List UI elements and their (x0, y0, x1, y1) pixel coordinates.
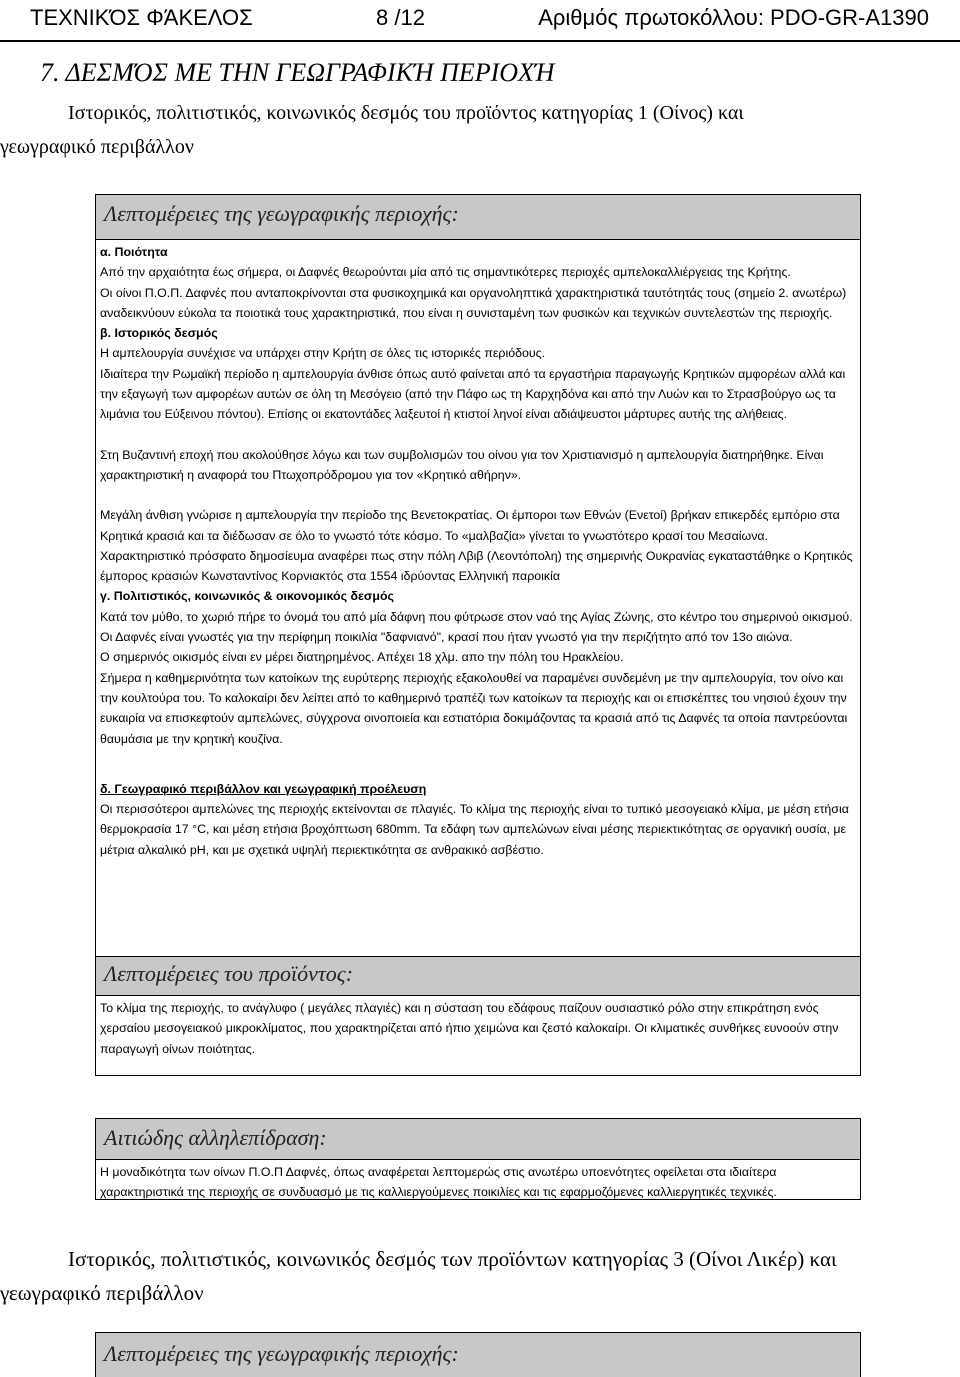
geography-text-1: Οι περισσότεροι αμπελώνες της περιοχής εκτείνονται σε πλαγιές. Το κλίμα της περιοχής είναι το τυπικό μεσογειακό κλίμα, με μέση ετήσια θερμοκρασία 17 °C, και μέση ετήσια βροχόπτωση 680mm. Τα εδάφη των αμπελώνων είναι μέσης περιεκτικότητας σε οργανική ουσία, με μέτρια αλκαλικό pH, και με σχετικά υψηλή περιεκτικότητα σε ανθρακικό ασβέστιο. (100, 802, 849, 857)
quality-text-1: Από την αρχαιότητα έως σήμερα, οι Δαφνές θεωρούνται μία από τις σημαντικότερες περιοχές αμπελοκαλλιέργειας της Κρήτης. (100, 265, 791, 280)
geo-area-heading-2: Λεπτομέρειες της γεωγραφικής περιοχής: (95, 1332, 861, 1377)
quality-text-2: Οι οίνοι Π.Ο.Π. Δαφνές που ανταποκρίνονται στα φυσικοχημικά και οργανοληπτικά χαρακτηριστικά ταυτότητάς τους (σημείο 2. ανωτέρω) αναδεικνύουν εύκολα τα ποιοτικά τους χαρακτηριστικά, που είναι η συνισταμένη των φυσικών και τεχνικών συντελεστών της περιοχής. (100, 285, 847, 320)
history-text-2: Ιδιαίτερα την Ρωμαϊκή περίοδο η αμπελουργία άνθισε όπως αυτό φαίνεται από τα εργαστήρια παραγωγής Κρητικών αμφορέων αλλά και την εξαγωγή των αμφορέων αυτών σε όλη τη Μεσόγειο (από την Πάφο ως τη Καρχηδόνα και από την Λυών και το Στρασβούργο ως τα λιμάνια του Εύξεινου πόντου). Επίσης οι εκατοντάδες λαξευτοί ή κτιστοί ληνοί είναι αδιάψευστοι μάρτυρες αυτής της αλήθειας. (100, 366, 846, 422)
history-text-1: Η αμπελουργία συνέχισε να υπάρχει στην Κρήτη σε όλες τις ιστορικές περιόδους. (100, 346, 546, 361)
product-details-text: Το κλίμα της περιοχής, το ανάγλυφο ( μεγάλες πλαγιές) και η σύσταση του εδάφους παίζουν ουσιαστικό ρόλο στην επικράτηση ενός χερσαίου μεσογειακού μικροκλίματος, που χαρακτηρίζεται από ήπιο χειμώνα και ζεστό καλοκαίρι. Οι κλιματικές συνθήκες ευνοούν στην παραγωγή οίνων ποιότητας. (100, 1001, 839, 1056)
geo-area-heading: Λεπτομέρειες της γεωγραφικής περιοχής: (95, 194, 861, 240)
causal-link-box (95, 1160, 861, 1200)
culture-label: γ. Πολιτιστικός, κοινωνικός & οικονομικός δεσμός (100, 589, 394, 604)
history-label: β. Ιστορικός δεσμός (100, 326, 218, 341)
causal-link-text: Η μοναδικότητα των οίνων Π.Ο.Π Δαφνές, όπως αναφέρεται λεπτομερώς στις ανωτέρω υποενότητες οφείλεται στα ιδιαίτερα χαρακτηριστικά της περιοχής σε συνδυασμό με τις καλλιεργούμενες ποικιλίες και τις εφαρμοζόμενες καλλιεργητικές τεχνικές. (100, 1165, 777, 1200)
product-details-box (95, 996, 861, 1076)
intro2-line-2: γεωγραφικό περιβάλλον (0, 1281, 204, 1305)
doc-type: ΤΕΧΝΙΚΌΣ ΦΆΚΕΛΟΣ (30, 5, 253, 30)
culture-text-4: Σήμερα η καθημερινότητα των κατοίκων της ευρύτερης περιοχής εξακολουθεί να παραμένει συνδεμένη με την αμπελουργία, τον οίνο και την κουλτούρα του. Το καλοκαίρι δεν λείπει από το καθημερινό τραπέζι των κατοίκων τα περιοχής και οι επισκέπτες του νησιού έχουν την ευκαιρία να επισκεφτούν αμπελώνες, σύγχρονα οινοποιεία και εστιατόρια δοκιμάζοντας τα κρασιά από τις Δαφνές τα οποία παντρεύονται θαυμάσια με την κρητική κουζίνα. (100, 670, 848, 746)
culture-text-2: Οι Δαφνές είναι γνωστές για την περίφημη ποικιλία "δαφνιανό", κρασί που ήταν γνωστό για την περιζήτητο από τον 13ο αιώνα. (100, 630, 793, 645)
quality-label: α. Ποιότητα (100, 245, 168, 259)
section-title: 7. ΔΕΣΜΌΣ ΜΕ ΤΗΝ ΓΕΩΓΡΑΦΙΚΉ ΠΕΡΙΟΧΉ (40, 58, 555, 87)
page-header (0, 0, 960, 42)
intro2-line-1: Ιστορικός, πολιτιστικός, κοινωνικός δεσμός των προϊόντων κατηγορίας 3 (Οίνοι Λικέρ) και (68, 1247, 837, 1271)
section-intro (0, 96, 960, 164)
causal-link-heading: Αιτιώδης αλληλεπίδραση: (95, 1118, 861, 1160)
intro-line-2: γεωγραφικό περιβάλλον (0, 136, 194, 158)
section2-intro (0, 1242, 960, 1310)
history-text-3: Στη Βυζαντινή εποχή που ακολούθησε λόγω και των συμβολισμών του οίνου για τον Χριστιανισμό η αμπελουργία διατηρήθηκε. Είναι χαρακτηριστική η αναφορά του Πτωχοπρόδρομου για τον «Κρητικό αθήρην». (100, 447, 824, 482)
page-number: 8 /12 (376, 5, 425, 30)
product-details-heading: Λεπτομέρειες του προϊόντος: (95, 956, 861, 996)
history-text-4: Μεγάλη άνθιση γνώρισε η αμπελουργία την περίοδο της Βενετοκρατίας. Οι έμποροι των Εθνών (Ενετοί) βρήκαν επικερδές εμπόριο στα Κρητικά κρασιά και τα διέδωσαν σε όλο το γνωστό τότε κόσμο. Το «μαλβαζία» γίνεται το γνωστότερο κρασί του Μεσαίωνα. Χαρακτηριστικό πρόσφατο δημοσίευμα αναφέρει πως στην πόλη Λβιβ (Λεοντόπολη) της σημερινής Ουκρανίας εγκαταστάθηκε ο Κρητικός έμπορος κρασιών Κωνσταντίνος Κορνιακτός στα 1554 ιδρύοντας Ελληνική παροικία (100, 508, 853, 584)
culture-text-1: Κατά τον μύθο, το χωριό πήρε το όνομά του από μία δάφνη που φύτρωσε στον ναό της Αγίας Ζώνης, στο κέντρο του σημερινού οικισμού. (100, 609, 853, 624)
geo-area-box (95, 240, 861, 968)
protocol-number: Αριθμός πρωτοκόλλου: PDO-GR-A1390 (538, 5, 929, 30)
intro-line-1: Ιστορικός, πολιτιστικός, κοινωνικός δεσμός του προϊόντος κατηγορίας 1 (Οίνος) και (68, 102, 744, 124)
culture-text-3: Ο σημερινός οικισμός είναι εν μέρει διατηρημένος. Απέχει 18 χλμ. απο την πόλη του Ηρακλείου. (100, 650, 624, 665)
geography-label: δ. Γεωγραφικό περιβάλλον και γεωγραφική προέλευση (100, 781, 427, 796)
